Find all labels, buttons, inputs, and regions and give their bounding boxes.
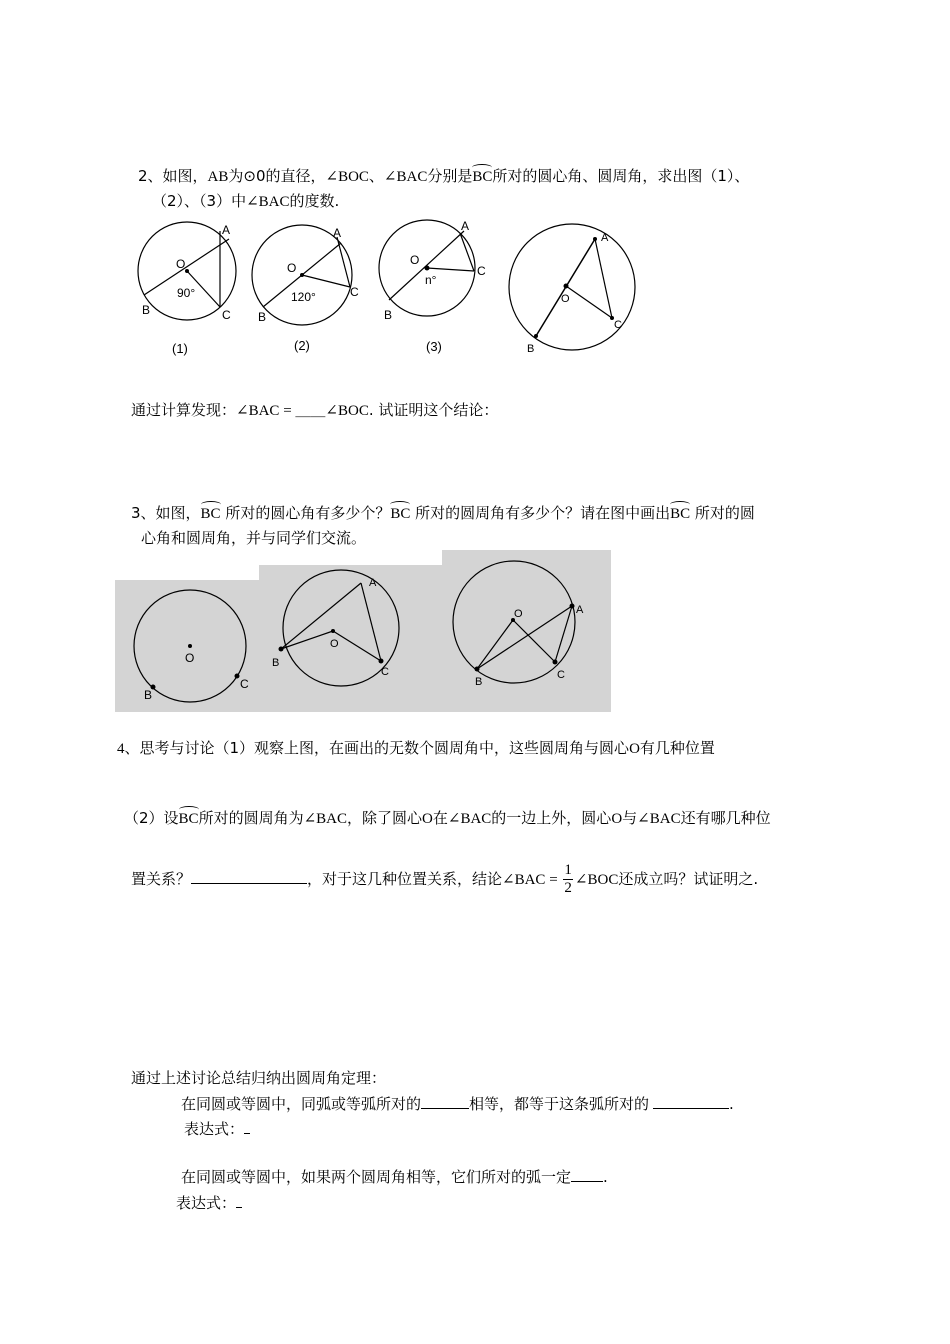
q3-text: 3、如图，: [131, 504, 201, 522]
fraction-denominator: 2: [564, 880, 572, 896]
theorem-text: .: [603, 1168, 608, 1186]
q4-text: （2）设: [124, 809, 179, 827]
q4-text: 还成立吗？试证明之.: [618, 870, 759, 888]
q4-line2: [124, 808, 771, 829]
answer-blank[interactable]: [653, 1094, 729, 1109]
fraction-half: [563, 862, 573, 897]
q4-text: ，对于这几种位置关系，结论: [307, 870, 503, 888]
q4-text: 有几种位置: [639, 739, 715, 757]
label-c: C: [477, 264, 486, 278]
q2-text: 通过计算发现：: [131, 401, 237, 419]
q3-figure-1: [115, 580, 260, 712]
label-b: B: [475, 676, 483, 688]
q4-line1: [117, 738, 715, 759]
q2-text: 为⊙0的直径，: [228, 167, 326, 185]
q4-text: ，除了圆心: [347, 809, 423, 827]
q2-text: （2）、（3）中: [152, 192, 247, 210]
q2-figure-3: [374, 215, 499, 360]
arc-bc: BC: [178, 811, 199, 827]
math-bac: ∠BAC: [236, 403, 280, 419]
label-c: C: [557, 669, 565, 681]
label-o: O: [514, 608, 523, 620]
q3-line2: 心角和圆周角，并与同学们交流。: [141, 529, 367, 547]
label-b: B: [272, 657, 280, 669]
arc-bc: BC: [390, 506, 411, 522]
q3-text: 所对的圆: [690, 504, 755, 522]
q2-text: 所对的圆心角、圆周角，求出图（1）、: [492, 167, 750, 185]
arc-bc: BC: [472, 169, 493, 185]
math-equals: =: [545, 872, 562, 888]
q4-text: 所对的圆周角为: [198, 809, 304, 827]
label-b: B: [142, 303, 151, 317]
q4-text: 置关系？: [131, 870, 192, 888]
q2-figure-2: [248, 215, 373, 360]
label-c: C: [381, 666, 389, 678]
math-bac: ∠BAC: [447, 811, 492, 827]
label-b: B: [144, 688, 153, 702]
angle-label: 120°: [291, 290, 316, 304]
label-a: A: [369, 577, 377, 589]
q3-text: 所对的圆心角有多少个？: [220, 504, 391, 522]
math-o: O: [611, 811, 623, 827]
q4-text: 在: [432, 809, 448, 827]
angle-label: 90°: [177, 286, 196, 300]
label-o: O: [176, 257, 186, 271]
label-b: B: [258, 310, 267, 324]
theorem-text: 在同圆或等圆中，如果两个圆周角相等，它们所对的弧一定: [181, 1168, 572, 1186]
math-equals: =: [279, 403, 296, 419]
label-o: O: [561, 293, 570, 305]
answer-blank[interactable]: [421, 1094, 469, 1109]
answer-blank: ＿＿: [295, 401, 326, 419]
figure-caption: (2): [294, 338, 310, 353]
arc-bc: BC: [670, 506, 691, 522]
math-bac: ∠BAC: [637, 811, 681, 827]
summary-intro: 通过上述讨论总结归纳出圆周角定理：: [131, 1069, 387, 1087]
q3-text: 所对的圆周角有多少个？请在图中画出: [410, 504, 671, 522]
theorem-text: 在同圆或等圆中，同弧或等弧所对的: [181, 1095, 422, 1113]
q2-text: 2、如图，: [138, 167, 208, 185]
label-o: O: [287, 261, 297, 275]
theorem-text: 相等，都等于这条弧所对的: [469, 1095, 650, 1113]
label-b: B: [384, 308, 393, 322]
expression-label: 表达式：: [184, 1120, 245, 1138]
q2-discover: [131, 400, 498, 421]
label-a: A: [461, 219, 470, 233]
label-a: A: [333, 226, 342, 240]
answer-blank[interactable]: [244, 1119, 250, 1134]
label-o: O: [185, 651, 195, 665]
label-o: O: [330, 638, 339, 650]
q2-text: . 试证明这个结论：: [368, 401, 499, 419]
math-bac: ∠BAC: [502, 872, 546, 888]
label-a: A: [576, 604, 584, 616]
math-ab: AB: [207, 169, 229, 185]
math-bac: ∠BAC: [303, 811, 347, 827]
theorem-2: [181, 1167, 608, 1187]
label-c: C: [240, 677, 249, 691]
label-a: A: [222, 223, 231, 237]
answer-blank[interactable]: [236, 1193, 242, 1208]
q2-figure-4: [505, 225, 645, 360]
q4-number: 4: [117, 741, 125, 757]
q4-text: 、思考与讨论（1）观察上图，在画出的无数个圆周角中，这些圆周角与圆心: [124, 739, 630, 757]
figure-caption: (1): [172, 341, 188, 356]
q2-line1: [138, 166, 749, 187]
theorem-text: .: [729, 1095, 734, 1113]
q4-line3: [131, 857, 758, 901]
q2-line2: [152, 191, 339, 212]
fraction-numerator: 1: [564, 862, 572, 878]
math-angles: ∠BOC、∠BAC: [325, 169, 428, 185]
q3-figure-2: [259, 565, 443, 712]
q3-line1: [131, 503, 755, 524]
q4-text: 与: [622, 809, 638, 827]
expression-1: [184, 1119, 250, 1139]
answer-blank[interactable]: [571, 1167, 603, 1182]
math-bac: ∠BAC: [246, 194, 290, 210]
math-o: O: [422, 811, 433, 827]
q2-figure-1: [130, 215, 250, 360]
label-c: C: [350, 285, 359, 299]
math-boc: ∠BOC: [574, 872, 619, 888]
q4-text: 还有哪几种位: [680, 809, 771, 827]
label-c: C: [614, 319, 622, 331]
expression-label: 表达式：: [176, 1194, 237, 1212]
label-o: O: [410, 253, 420, 267]
label-b: B: [527, 343, 535, 355]
theorem-1: [181, 1094, 734, 1114]
label-a: A: [601, 232, 609, 244]
q3-figure-3: [442, 550, 611, 712]
math-o: O: [629, 741, 640, 757]
q2-text: 的度数.: [289, 192, 340, 210]
angle-label: n°: [425, 273, 437, 287]
q4-text: 的一边上外，圆心: [491, 809, 612, 827]
q2-text: 分别是: [427, 167, 473, 185]
label-c: C: [222, 308, 231, 322]
answer-blank[interactable]: [191, 869, 307, 884]
arc-bc: BC: [200, 506, 221, 522]
math-boc: ∠BOC: [325, 403, 369, 419]
figure-caption: (3): [426, 339, 442, 354]
expression-2: [176, 1193, 242, 1213]
